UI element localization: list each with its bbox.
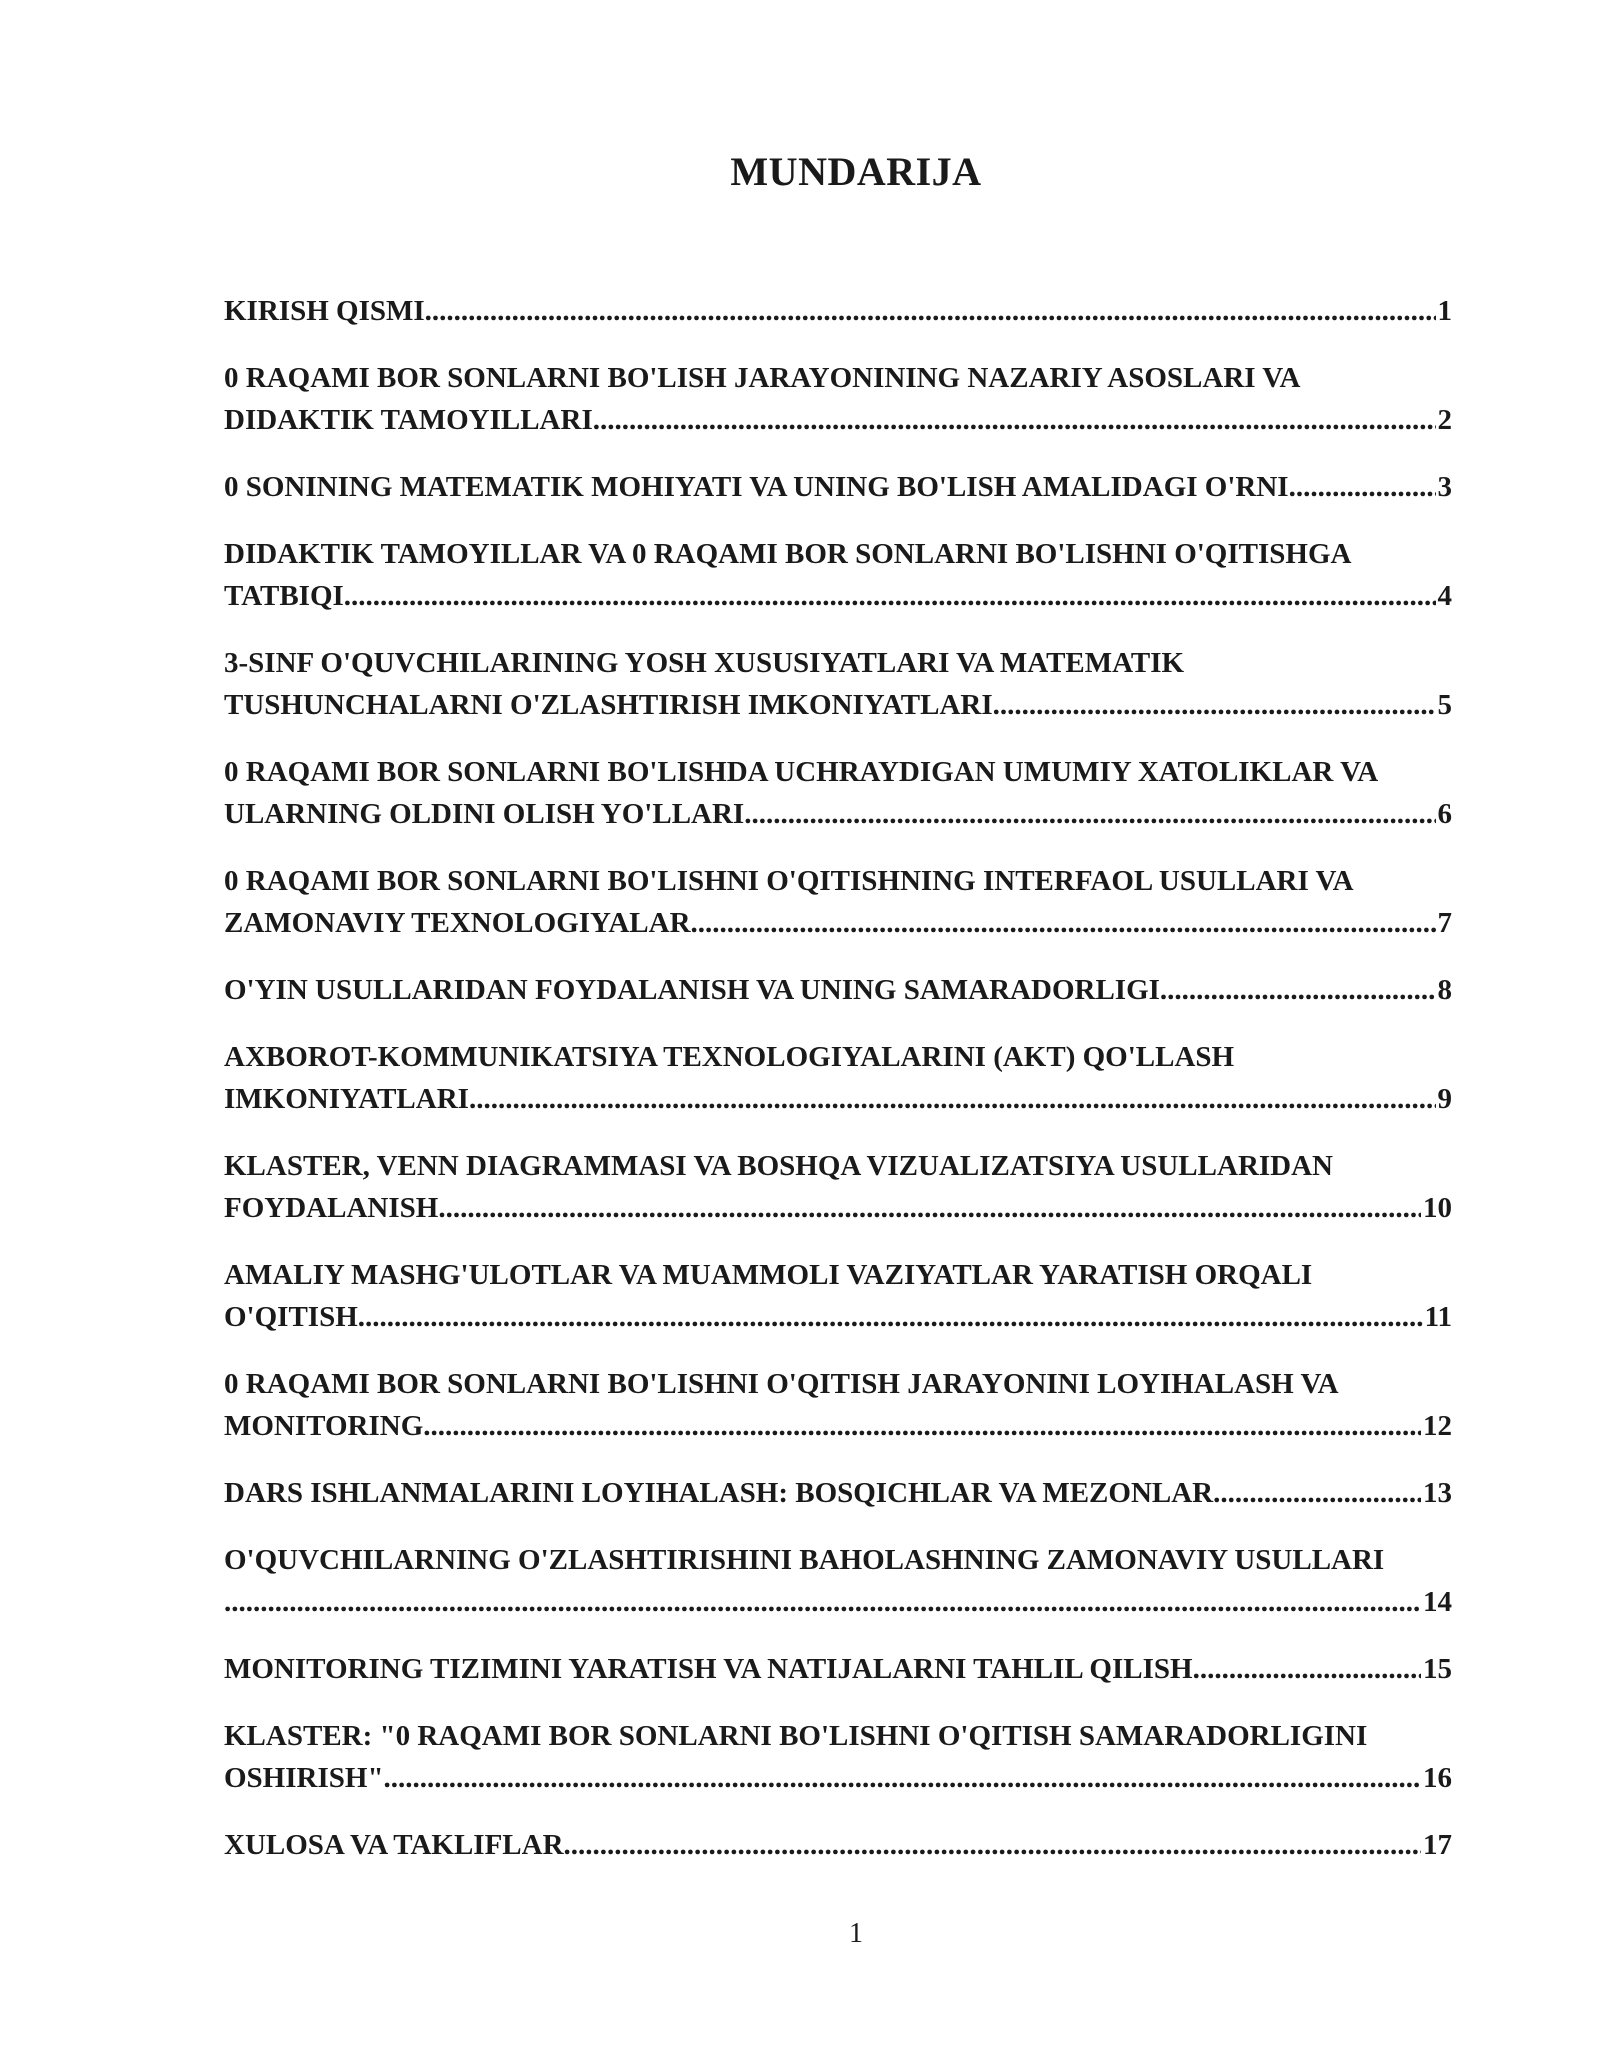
toc-entry-heading: O'QUVCHILARNING O'ZLASHTIRISHINI BAHOLASHNING ZAMONAVIY USULLARI — [224, 1544, 1385, 1576]
toc-entry-page: 3 — [1437, 471, 1452, 503]
toc-entry[interactable] — [224, 751, 1494, 835]
toc-entry[interactable] — [224, 969, 1494, 1011]
dot-leader — [744, 793, 1435, 835]
toc-entry-title: XULOSA VA TAKLIFLAR — [224, 1829, 564, 1861]
toc-entry[interactable] — [224, 290, 1494, 332]
toc-entry-title: ULARNING OLDINI OLISH YO'LLARI — [224, 798, 745, 830]
toc-entry-title: O'YIN USULLARIDAN FOYDALANISH VA UNING SAMARADORLIGI — [224, 974, 1160, 1006]
toc-entry-title: DIDAKTIK TAMOYILLARI — [224, 404, 593, 436]
toc-entry[interactable] — [224, 1254, 1494, 1338]
toc-entry-heading: 0 RAQAMI BOR SONLARNI BO'LISHNI O'QITISHNING INTERFAOL USULLARI VA — [224, 865, 1354, 897]
toc-entry-heading: KLASTER, VENN DIAGRAMMASI VA BOSHQA VIZUALIZATSIYA USULLARIDAN — [224, 1150, 1333, 1182]
toc-entry[interactable] — [224, 357, 1494, 441]
toc-entry-title: MONITORING — [224, 1410, 424, 1442]
toc-entry-title: FOYDALANISH — [224, 1192, 439, 1224]
page-number: 1 — [849, 1918, 863, 1949]
toc-entry-page: 4 — [1437, 580, 1452, 612]
toc-entry[interactable] — [224, 1036, 1494, 1120]
toc-entry-page: 10 — [1423, 1192, 1452, 1224]
toc-entry-heading: 0 RAQAMI BOR SONLARNI BO'LISH JARAYONINING NAZARIY ASOSLARI VA — [224, 362, 1301, 394]
toc-entry-title: O'QITISH — [224, 1301, 358, 1333]
toc-entry-page: 5 — [1437, 689, 1452, 721]
dot-leader — [993, 684, 1436, 726]
toc-entry-title: OSHIRISH" — [224, 1762, 384, 1794]
toc-entry[interactable] — [224, 1648, 1494, 1690]
toc-entry-heading: DIDAKTIK TAMOYILLAR VA 0 RAQAMI BOR SONLARNI BO'LISHNI O'QITISHGA — [224, 538, 1352, 570]
dot-leader — [1193, 1648, 1421, 1690]
dot-leader — [564, 1824, 1421, 1866]
toc-entry-title: DARS ISHLANMALARINI LOYIHALASH: BOSQICHLAR VA MEZONLAR — [224, 1477, 1214, 1509]
toc-entry-heading: AXBOROT-KOMMUNIKATSIYA TEXNOLOGIYALARINI (AKT) QO'LLASH — [224, 1041, 1235, 1073]
toc-entry[interactable] — [224, 1824, 1494, 1866]
toc-entry-page: 17 — [1423, 1829, 1452, 1861]
dot-leader — [1289, 466, 1436, 508]
toc-entry-title: KIRISH QISMI — [224, 295, 425, 327]
toc-entry-title: TUSHUNCHALARNI O'ZLASHTIRISH IMKONIYATLARI — [224, 689, 993, 721]
toc-entry-heading: KLASTER: "0 RAQAMI BOR SONLARNI BO'LISHNI O'QITISH SAMARADORLIGINI — [224, 1720, 1368, 1752]
toc-entry[interactable] — [224, 466, 1494, 508]
toc-entry-heading: 0 RAQAMI BOR SONLARNI BO'LISHDA UCHRAYDIGAN UMUMIY XATOLIKLAR VA — [224, 756, 1379, 788]
toc-entry-page: 6 — [1437, 798, 1452, 830]
toc-entry-page: 2 — [1437, 404, 1452, 436]
dot-leader — [358, 1296, 1423, 1338]
toc-entry-page: 8 — [1437, 974, 1452, 1006]
toc-entry-heading: 0 RAQAMI BOR SONLARNI BO'LISHNI O'QITISH JARAYONINI LOYIHALASH VA — [224, 1368, 1339, 1400]
toc-entry-page: 7 — [1437, 907, 1452, 939]
toc-entry-page: 16 — [1423, 1762, 1452, 1794]
toc-entry-page: 9 — [1437, 1083, 1452, 1115]
dot-leader — [469, 1078, 1436, 1120]
toc-entry[interactable] — [224, 642, 1494, 726]
page-title: MUNDARIJA — [730, 149, 982, 194]
toc-entry[interactable] — [224, 1539, 1494, 1623]
toc-entry-page: 1 — [1437, 295, 1452, 327]
dot-leader — [593, 399, 1436, 441]
toc-entry-title: MONITORING TIZIMINI YARATISH VA NATIJALARNI TAHLIL QILISH — [224, 1653, 1193, 1685]
dot-leader — [438, 1187, 1421, 1229]
toc-entry[interactable] — [224, 1363, 1494, 1447]
dot-leader — [1160, 969, 1436, 1011]
dot-leader — [384, 1757, 1421, 1799]
dot-leader — [691, 902, 1436, 944]
toc-entry[interactable] — [224, 860, 1494, 944]
toc-entry-title: TATBIQI — [224, 580, 344, 612]
toc-entry[interactable] — [224, 1472, 1494, 1514]
dot-leader — [224, 1581, 1421, 1623]
toc-entry[interactable] — [224, 1715, 1494, 1799]
toc-entry-page: 13 — [1423, 1477, 1452, 1509]
dot-leader — [1213, 1472, 1421, 1514]
toc-entry-title: 0 SONINING MATEMATIK MOHIYATI VA UNING BO'LISH AMALIDAGI O'RNI — [224, 471, 1289, 503]
toc-entry-title: ZAMONAVIY TEXNOLOGIYALAR — [224, 907, 691, 939]
toc-entry-page: 15 — [1423, 1653, 1452, 1685]
toc-entry-page: 14 — [1423, 1586, 1452, 1618]
table-of-contents — [224, 290, 1494, 1891]
dot-leader — [344, 575, 1436, 617]
toc-entry-title: IMKONIYATLARI — [224, 1083, 469, 1115]
toc-entry[interactable] — [224, 533, 1494, 617]
toc-entry-heading: AMALIY MASHG'ULOTLAR VA MUAMMOLI VAZIYATLAR YARATISH ORQALI — [224, 1259, 1313, 1291]
dot-leader — [423, 1405, 1421, 1447]
toc-entry-page: 12 — [1423, 1410, 1452, 1442]
toc-entry[interactable] — [224, 1145, 1494, 1229]
dot-leader — [425, 290, 1436, 332]
toc-entry-heading: 3-SINF O'QUVCHILARINING YOSH XUSUSIYATLARI VA MATEMATIK — [224, 647, 1185, 679]
toc-entry-page: 11 — [1424, 1301, 1452, 1333]
